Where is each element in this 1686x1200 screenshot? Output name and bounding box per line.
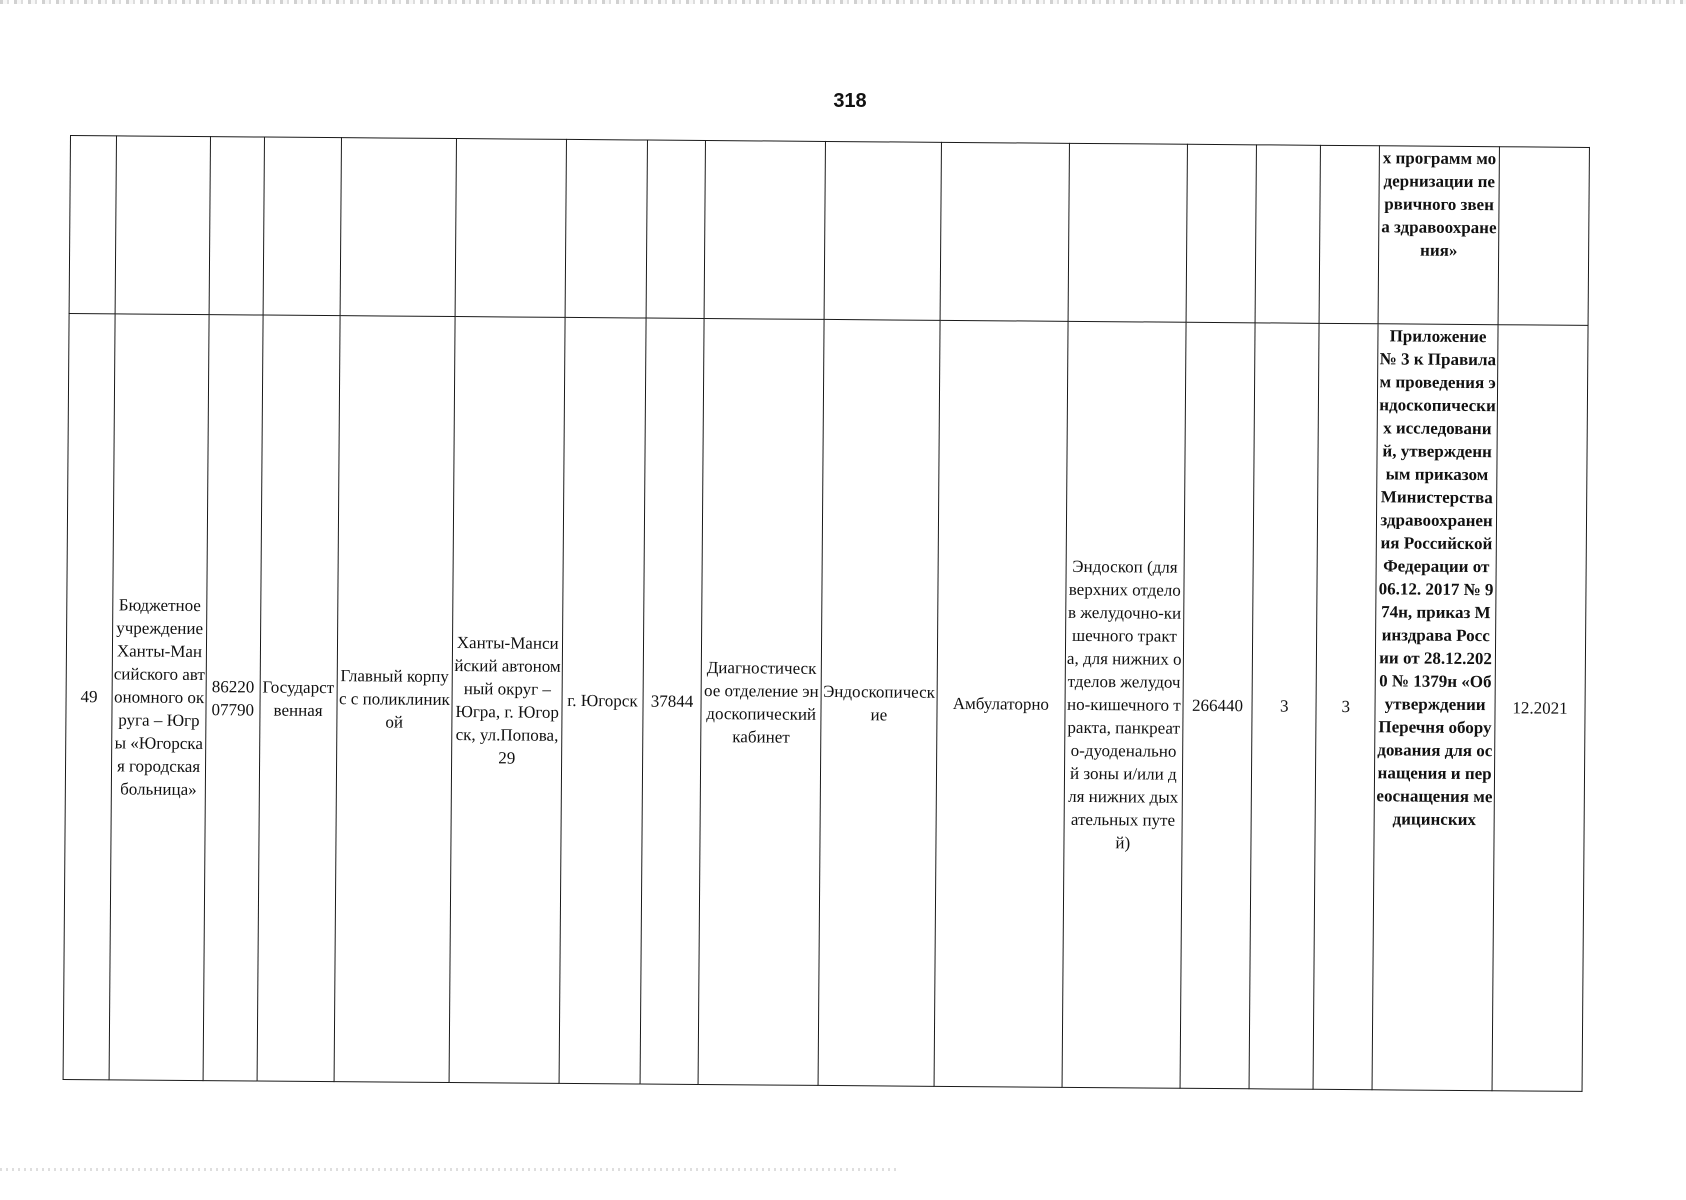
cell-empty [263,137,341,316]
cell-empty [455,139,567,318]
cell-address: Ханты-Мансийский автономный округ – Югра, г. Югорск, ул.Попова, 29 [449,317,565,1084]
cell-empty [340,138,457,317]
scan-edge-top [0,0,1686,4]
cell-equipment: Эндоскоп (для верхних отделов желудочно-кишечного тракта, для нижних отделов желудочно-кишечного тракта, панкреато-дуоденальной зоны и/или для нижних дыхательных путей) [1062,321,1186,1088]
cell-ownership: Государственная [257,315,340,1082]
cell-empty [1068,143,1187,322]
equipment-table [63,135,1590,1092]
cell-empty [1186,144,1257,323]
cell-empty [940,142,1070,321]
cell-empty [1255,145,1321,323]
cell-postal-code: 37844 [640,318,705,1084]
cell-empty [115,136,211,315]
cell-empty [209,137,264,315]
table-row [63,313,1588,1091]
cell-document-continued: х программ модернизации первичного звена здравоохранения» [1378,146,1499,325]
cell-empty [646,140,706,318]
cell-code: 8622007790 [203,315,262,1081]
cell-empty [1498,147,1589,326]
cell-date: 12.2021 [1492,325,1588,1092]
cell-document: Приложение № 3 к Правилам проведения эндоскопических исследований, утвержденным приказом Министерства здравоохранения Российской Федерации от 06.12. 2017 № 974н, приказ Минздрава России от 28.12.2020 № 1379н «Об утверждении Перечня оборудования для оснащения и переоснащения медицинских [1372,324,1498,1091]
cell-equipment-code: 266440 [1180,322,1256,1089]
cell-empty [69,136,116,314]
cell-organization: Бюджетное учреждение Ханты-Мансийского автономного округа – Югры «Югорская городская больница» [109,314,209,1081]
cell-empty [704,140,825,319]
scan-edge-bottom [0,1168,900,1171]
cell-empty [824,141,941,320]
cell-empty [1319,145,1379,323]
cell-quantity-required: 3 [1249,323,1319,1089]
cell-department: Диагностическое отделение эндоскопический кабинет [698,318,824,1085]
cell-category: Эндоскопические [818,319,940,1086]
cell-quantity-available: 3 [1313,323,1378,1089]
cell-empty [565,139,647,318]
cell-building: Главный корпус с поликлиникой [334,316,456,1083]
continuation-row [69,136,1589,326]
cell-care-form: Амбулаторно [934,320,1068,1087]
cell-settlement: г. Югорск [559,317,645,1084]
cell-row-number: 49 [63,313,115,1079]
page-number: 318 [833,90,867,112]
